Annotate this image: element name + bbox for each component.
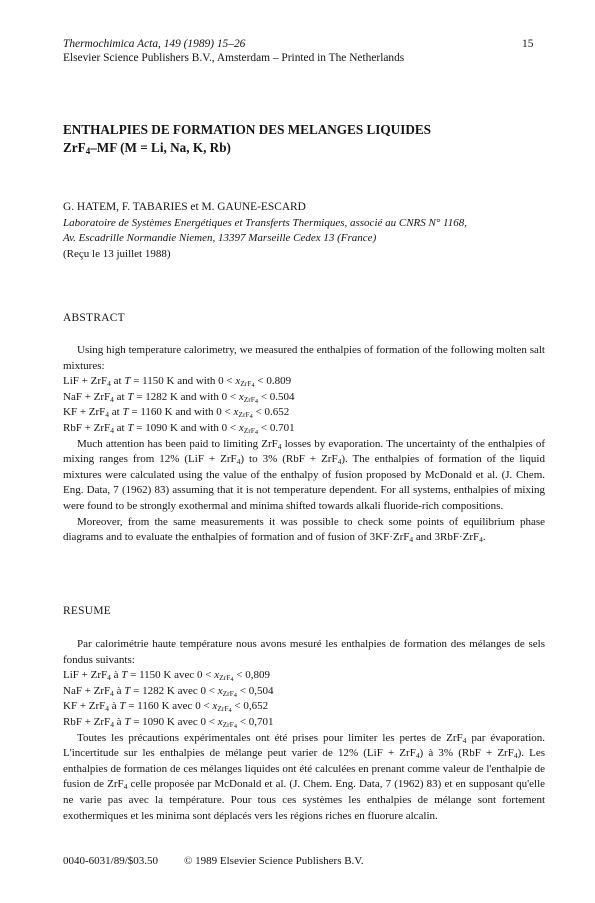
copyright-line [63,854,364,868]
issn-code: 0040-6031/89/$03.50 [63,855,159,867]
article-title [63,121,431,157]
affiliation-line-1: Laboratoire de Systèmes Energétiques et Transferts Thermiques, associé au CNRS N° 1168, [63,217,467,229]
abstract-paragraph-3: Moreover, from the same measurements it was possible to check some points of equilibrium phase diagrams and to evaluate the enthalpies of formation and of fusion of 3KF·ZrF$_4$ and 3RbF·ZrF$_4$. [63,515,545,544]
abstract-intro: Using high temperature calorimetry, we measured the enthalpies of formation of the following molten salt mixtures: [63,344,545,372]
journal-citation: Thermochimica Acta, 149 (1989) 15–26 [63,38,246,50]
abstract-mixture-list [63,374,545,436]
title-line-1: ENTHALPIES DE FORMATION DES MELANGES LIQUIDES [63,122,431,137]
affiliation-line-2: Av. Escadrille Normandie Niemen, 13397 Marseille Cedex 13 (France) [63,232,377,244]
mixture-line: NaF + ZrF$_4$ à T = 1282 K avec $0 < x_{ZrF_4} < 0,504$ [63,684,274,699]
affiliation [63,216,467,246]
abstract-heading: ABSTRACT [63,312,125,324]
mixture-line: KF + ZrF$_4$ à T = 1160 K avec $0 < x_{ZrF_4} < 0,652$ [63,700,269,715]
resume-paragraph-2: Toutes les précautions expérimentales ont été prises pour limiter les pertes de ZrF$_4$ par évaporation. L'incertitude sur les enthalpies de mélange peut varier de 12% (LiF + ZrF$_4$) à 3% (RbF + ZrF$_4$). Les enthalpies de formation de ces mélanges liquides ont été calculées en prenant comme valeur de l'enthalpie de fusion de ZrF$_4$ celle proposée par McDonald et al. (J. Chem. Eng. Data, 7 (1962) 83) et en supposant qu'elle ne varie pas avec la température. Pour tous ces systèmes les enthalpies de mélange sont fortement exothermiques et les minima sont déplacés vers les régions riches en fluorure alcalin. [63,731,546,822]
mixture-line: RbF + ZrF$_4$ à T = 1090 K avec $0 < x_{ZrF_4} < 0,701$ [63,715,274,730]
mixture-line: NaF + ZrF$_4$ at T = 1282 K and with $0 < x_{ZrF_4} < 0.504$ [63,390,295,405]
mixture-line: KF + ZrF$_4$ at T = 1160 K and with $0 < x_{ZrF_4} < 0.652$ [63,406,290,421]
mixture-line: LiF + ZrF$_4$ at T = 1150 K and with $0 < x_{ZrF_4} < 0.809$ [63,375,292,389]
resume-intro: Par calorimétrie haute température nous avons mesuré les enthalpies de formation des mélanges de sels fondus suivants: [63,638,545,666]
abstract-body [63,343,545,546]
mixture-line: RbF + ZrF$_4$ at T = 1090 K and with $0 < x_{ZrF_4} < 0.701$ [63,421,295,436]
publisher-line: Elsevier Science Publishers B.V., Amsterdam – Printed in The Netherlands [63,52,405,64]
received-date: (Reçu le 13 juillet 1988) [63,248,171,260]
resume-mixture-list [63,668,545,730]
mixture-line: LiF + ZrF$_4$ à T = 1150 K avec $0 < x_{ZrF_4} < 0,809$ [63,669,270,683]
page-number: 15 [522,38,534,50]
author-list: G. HATEM, F. TABARIES et M. GAUNE-ESCARD [63,201,306,213]
resume-body [63,637,545,824]
copyright-notice: © 1989 Elsevier Science Publishers B.V. [184,855,364,867]
resume-heading: RESUME [63,605,112,617]
abstract-paragraph-2: Much attention has been paid to limiting ZrF$_4$ losses by evaporation. The uncertainty of the enthalpies of mixing ranges from 12% (LiF + ZrF$_4$) to 3% (RbF + ZrF$_4$). The enthalpies of formation of the liquid mixtures were calculated using the value of the enthalpy of fusion proposed by McDonald et al. (J. Chem. Eng. Data, 7 (1962) 83) assuming that it is not temperature dependent. For all systems, enthalpies of mixing were found to be strongly exothermal and minima shifted towards alkali fluoride-rich compositions. [63,437,545,512]
title-line-2: ZrF$_4$–MF (M = Li, Na, K, Rb) [63,140,231,157]
